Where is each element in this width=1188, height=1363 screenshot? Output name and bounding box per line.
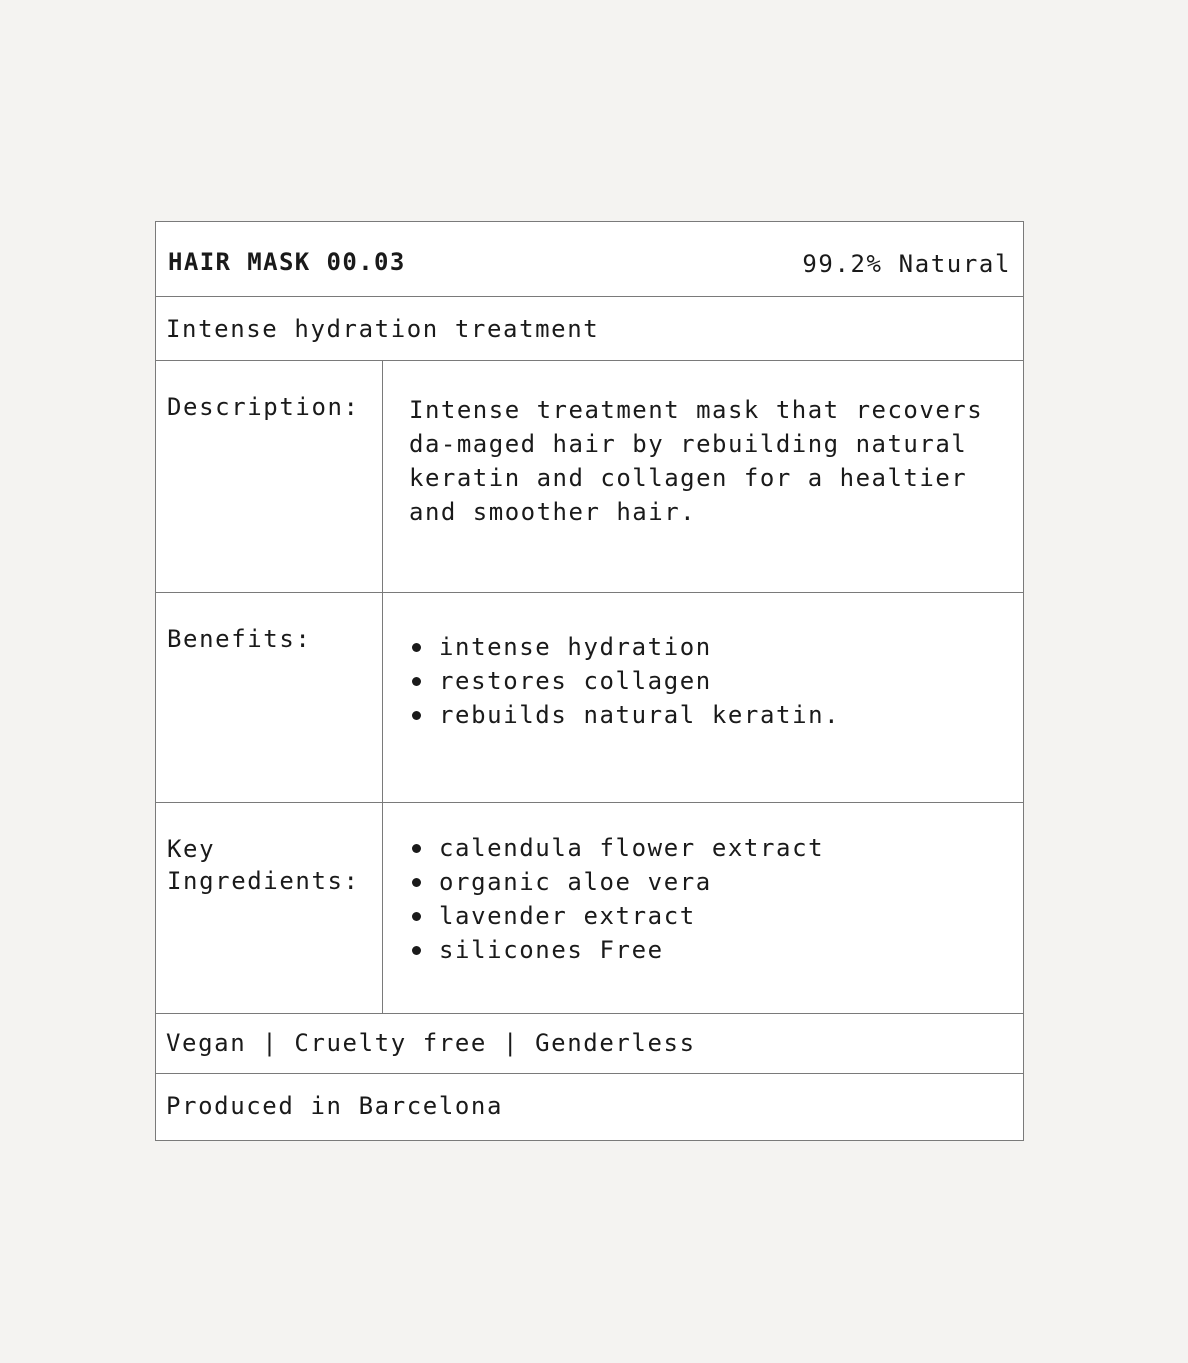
benefits-list xyxy=(409,630,840,732)
bullet-icon xyxy=(412,912,421,921)
list-item: lavender extract xyxy=(409,899,824,933)
bullet-icon xyxy=(412,677,421,686)
list-item: rebuilds natural keratin. xyxy=(409,698,840,732)
benefits-label: Benefits: xyxy=(167,625,312,653)
column-divider xyxy=(382,593,383,802)
ingredients-row xyxy=(156,803,1023,1014)
list-item: intense hydration xyxy=(409,630,840,664)
ingredients-label: Key Ingredients: xyxy=(167,835,360,895)
origin-row xyxy=(156,1074,1023,1141)
column-divider xyxy=(382,803,383,1013)
product-subtitle: Intense hydration treatment xyxy=(166,315,600,343)
bullet-icon xyxy=(412,711,421,720)
natural-percentage: 99.2% Natural xyxy=(802,250,1011,278)
product-name: HAIR MASK 00.03 xyxy=(168,248,406,276)
bullet-icon xyxy=(412,878,421,887)
production-origin: Produced in Barcelona xyxy=(166,1092,504,1120)
label-header xyxy=(156,222,1023,297)
ingredients-list xyxy=(409,831,824,967)
description-label: Description: xyxy=(167,393,360,421)
description-text: Intense treatment mask that recovers da-maged hair by rebuilding natural keratin and collagen for a healtier and smoother hair. xyxy=(409,396,984,526)
list-item: organic aloe vera xyxy=(409,865,824,899)
product-label-card xyxy=(155,221,1024,1141)
description-row xyxy=(156,361,1023,593)
subtitle-row xyxy=(156,297,1023,361)
list-item: silicones Free xyxy=(409,933,824,967)
list-item: calendula flower extract xyxy=(409,831,824,865)
bullet-icon xyxy=(412,946,421,955)
column-divider xyxy=(382,361,383,592)
product-tags: Vegan | Cruelty free | Genderless xyxy=(166,1029,696,1057)
bullet-icon xyxy=(412,643,421,652)
tags-row xyxy=(156,1014,1023,1074)
list-item: restores collagen xyxy=(409,664,840,698)
benefits-row xyxy=(156,593,1023,803)
bullet-icon xyxy=(412,844,421,853)
